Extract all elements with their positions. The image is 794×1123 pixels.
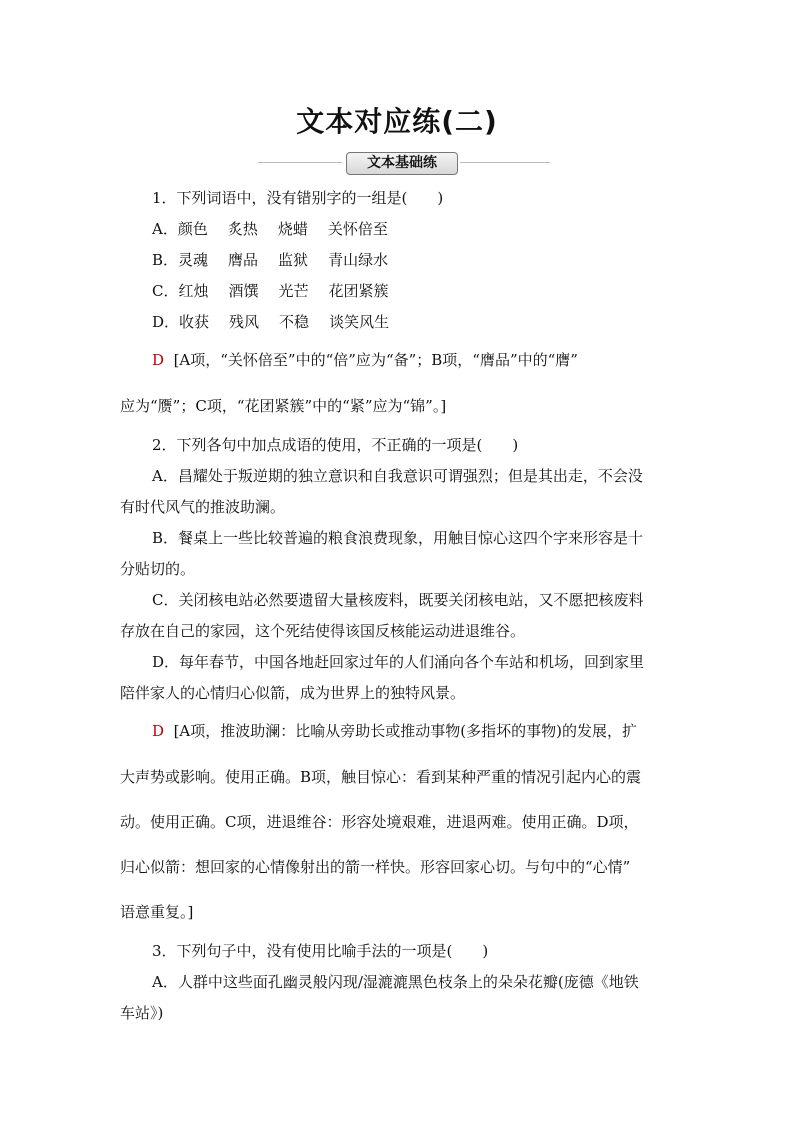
q1-answer: D: [152, 351, 165, 369]
q3-option-a-line1: A．人群中这些面孔幽灵般闪现/湿漉漉黑色枝条上的朵朵花瓣(庞德《地铁: [152, 973, 639, 991]
q2-explanation-line4: 归心似箭：想回家的心情像射出的箭一样快。形容回家心切。与句中的“心情”: [120, 858, 631, 876]
option-word: 光芒: [278, 282, 309, 300]
option-word: 酒馔: [228, 282, 259, 300]
q2-option-d-line1: D．每年春节，中国各地赶回家过年的人们涌向各个车站和机场，回到家里: [152, 653, 645, 671]
option-word: 烧蜡: [277, 220, 308, 238]
q1-option-c: [152, 281, 409, 301]
q3-stem: 3．下列句子中，没有使用比喻手法的一项是( ): [152, 942, 489, 960]
option-label: D．收获: [152, 313, 210, 331]
q2-explanation-line3: 动。使用正确。C项，进退维谷：形容处境艰难，进退两难。使用正确。D项，: [120, 813, 639, 831]
option-word: 残风: [229, 313, 260, 331]
divider-left: [258, 162, 342, 163]
q1-option-d: [152, 312, 409, 332]
q2-explanation-line2: 大声势或影响。使用正确。B项，触目惊心：看到某种严重的情况引起内心的震: [120, 768, 642, 786]
option-word: 炙热: [227, 220, 258, 238]
q2-stem: 2．下列各句中加点成语的使用，不正确的一项是( ): [152, 436, 519, 454]
section-badge: 文本基础练: [346, 152, 458, 175]
q2-option-b-line2: 分贴切的。: [120, 560, 196, 578]
q1-explanation-line1: [152, 350, 578, 370]
q2-explanation-text: [A项，推波助澜：比喻从旁助长或推动事物(多指坏的事物)的发展，扩: [173, 722, 637, 740]
q2-option-a-line1: A．昌耀处于叛逆期的独立意识和自我意识可谓强烈；但是其出走，不会没: [152, 467, 643, 485]
option-word: 不稳: [279, 313, 310, 331]
q1-option-a: [152, 219, 408, 239]
q2-option-c-line2: 存放在自己的家园，这个死结使得该国反核能运动进退维谷。: [120, 622, 526, 640]
option-word: 监狱: [278, 251, 309, 269]
q2-option-b-line1: B．餐桌上一些比较普遍的粮食浪费现象，用触目惊心这四个字来形容是十: [152, 529, 644, 547]
q3-option-a-line2: 车站》): [120, 1004, 164, 1022]
option-word: 关怀倍至: [327, 220, 388, 238]
q2-explanation-line1: [152, 721, 637, 741]
option-word: 花团紧簇: [328, 282, 389, 300]
q2-option-a-line2: 有时代风气的推波助澜。: [120, 498, 286, 516]
option-label: B．灵魂: [152, 251, 209, 269]
option-word: 谈笑风生: [329, 313, 390, 331]
option-label: A．颜色: [152, 220, 208, 238]
q1-option-b: [152, 250, 408, 270]
page-title: 文本对应练(二): [296, 105, 498, 138]
option-word: 膺品: [228, 251, 259, 269]
q2-option-c-line1: C．关闭核电站必然要遗留大量核废料，既要关闭核电站，又不愿把核废料: [152, 591, 644, 609]
q2-option-d-line2: 陪伴家人的心情归心似箭，成为世界上的独特风景。: [120, 684, 466, 702]
option-word: 青山绿水: [328, 251, 389, 269]
q1-explanation-line2: 应为“赝”；C项，“花团紧簇”中的“紧”应为“锦”。]: [120, 397, 447, 415]
option-label: C．红烛: [152, 282, 209, 300]
section-header: [258, 150, 550, 176]
q2-answer: D: [152, 722, 165, 740]
divider-right: [460, 162, 550, 163]
q1-explanation-text: [A项，“关怀倍至”中的“倍”应为“备”；B项，“膺品”中的“膺”: [173, 351, 578, 369]
q1-stem: 1．下列词语中，没有错别字的一组是( ): [152, 189, 444, 207]
q2-explanation-line5: 语意重复。]: [120, 903, 194, 921]
